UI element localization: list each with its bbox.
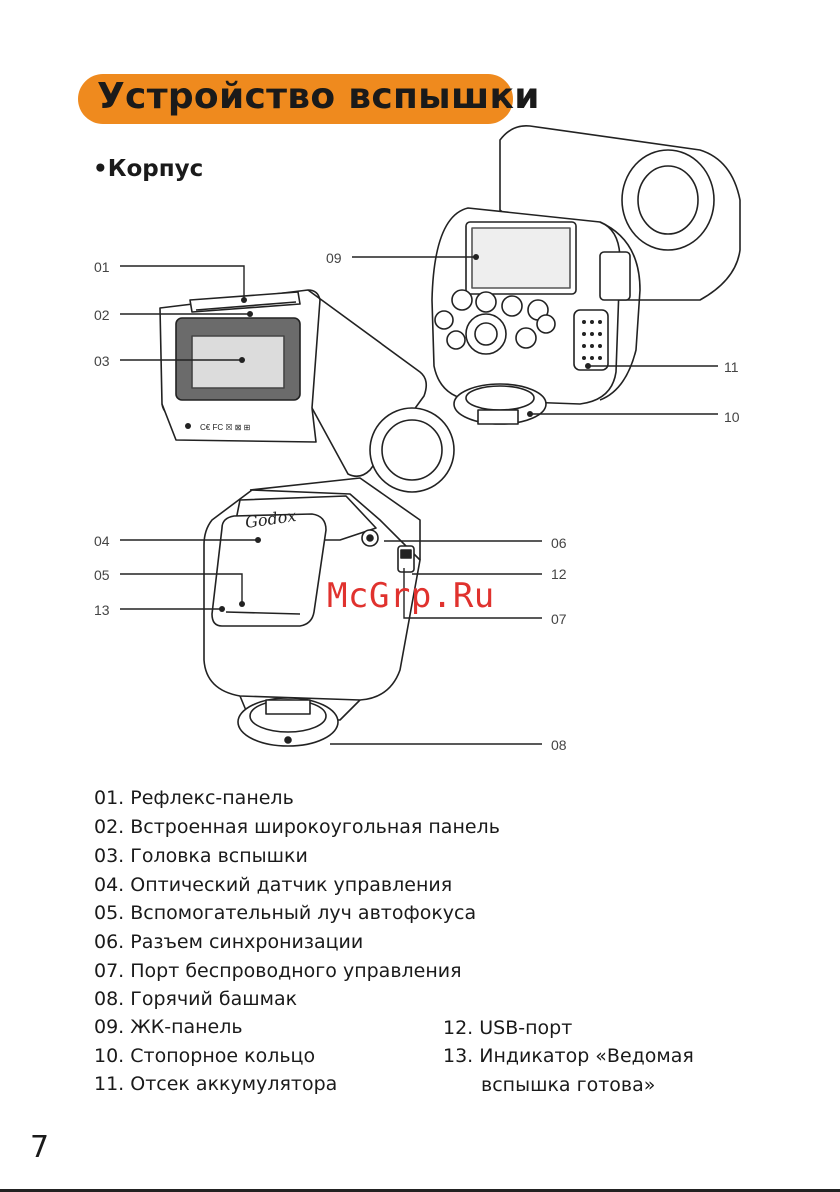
callout-03: 03	[94, 353, 110, 369]
legend-item: 04. Оптический датчик управления	[94, 874, 453, 896]
legend-item: 02. Встроенная широкоугольная панель	[94, 816, 500, 838]
callout-08: 08	[551, 737, 567, 753]
callout-11: 11	[724, 359, 739, 375]
callout-09: 09	[326, 250, 342, 266]
legend-item: 08. Горячий башмак	[94, 988, 298, 1010]
callout-13: 13	[94, 602, 110, 618]
legend-item: 09. ЖК-панель	[94, 1016, 243, 1038]
section-subtitle: •Корпус	[93, 156, 204, 182]
legend-item: 03. Головка вспышки	[94, 845, 308, 867]
page-number: 7	[30, 1130, 50, 1165]
callout-05: 05	[94, 567, 110, 583]
callout-12: 12	[551, 566, 567, 582]
callout-02: 02	[94, 307, 110, 323]
legend-item: 11. Отсек аккумулятора	[94, 1073, 338, 1095]
callout-10: 10	[724, 409, 740, 425]
legend-item: 13. Индикатор «Ведомая	[443, 1045, 694, 1067]
legend-item: 06. Разъем синхронизации	[94, 931, 364, 953]
callout-04: 04	[94, 533, 110, 549]
brand-logo: Godox	[243, 506, 298, 532]
legend-item: 10. Стопорное кольцо	[94, 1045, 316, 1067]
callout-06: 06	[551, 535, 567, 551]
watermark: McGrp.Ru	[327, 576, 495, 616]
svg-text:C€ FC ☒ ⊠ ⊞: C€ FC ☒ ⊠ ⊞	[200, 423, 251, 432]
legend-item: 01. Рефлекс-панель	[94, 787, 294, 809]
legend-item: 05. Вспомогательный луч автофокуса	[94, 902, 477, 924]
legend-item: вспышка готова»	[481, 1074, 656, 1096]
callout-01: 01	[94, 259, 110, 275]
optical-sensor-panel	[212, 514, 326, 626]
page-title: Устройство вспышки	[97, 76, 540, 117]
legend-item: 07. Порт беспроводного управления	[94, 960, 462, 982]
legend-item: 12. USB-порт	[443, 1017, 573, 1039]
callout-07: 07	[551, 611, 567, 627]
